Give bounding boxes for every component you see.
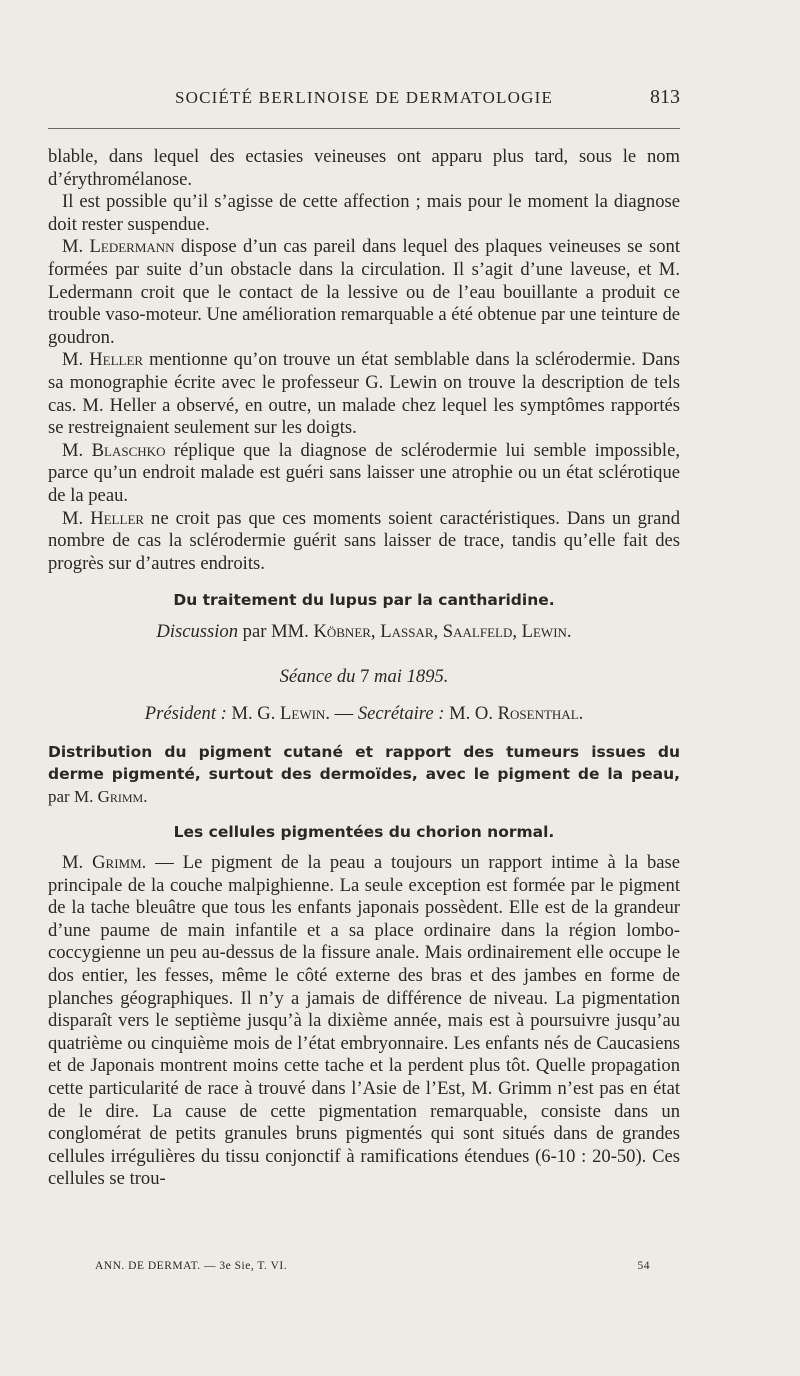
president-label: Président : xyxy=(144,703,227,725)
paragraph-text: blable, dans lequel des ectasies veineuses ont apparu plus tard, sous le nom d’érythromélanose. xyxy=(48,146,680,190)
officers-line xyxy=(48,703,680,726)
article-author: Grimm. xyxy=(97,786,148,806)
speaker-prefix: M. xyxy=(62,349,90,371)
discussion-par: par MM. xyxy=(238,620,314,642)
secretary-name: M. O. Rosenthal. xyxy=(444,703,584,725)
discussion-names: Köbner, Lassar, Saalfeld, Lewin. xyxy=(313,620,572,642)
paragraph-text: ne croit pas que ces moments soient caractéristiques. Dans un grand nombre de cas la sclérodermie guérit sans laisser de trace, tandis qu’elle fait des progrès sur d’autres endroits. xyxy=(48,507,680,574)
seance-label: Séance du xyxy=(279,666,361,688)
signature-mark: 54 xyxy=(637,1260,650,1272)
section-heading-lupus: Du traitement du lupus par la cantharidine. xyxy=(173,591,555,610)
running-head xyxy=(48,88,680,118)
header-rule xyxy=(48,128,680,129)
speaker-prefix: M. xyxy=(62,439,92,461)
speaker-prefix: M. xyxy=(62,852,93,874)
paragraph-blaschko xyxy=(48,440,680,508)
speaker-prefix: M. xyxy=(62,236,90,258)
speaker-name: Ledermann xyxy=(89,236,175,258)
paragraph-ledermann xyxy=(48,236,680,349)
article-title-text: Distribution du pigment cutané et rapport des tumeurs issues du derme pigmenté, surtout des dermoïdes, avec le pigment de la peau, xyxy=(48,742,680,784)
paragraph-text: dispose d’un cas pareil dans lequel des plaques veineuses se sont formées par suite d’un obstacle dans la circulation. Il s’agit d’une laveuse, et M. Ledermann croit que le contact de la lessive ou de l’eau bouillante a produit ce trouble vaso-moteur. Une amélioration remarquable a été obtenue par une teinture de goudron. xyxy=(48,236,680,348)
article-subheading: Les cellules pigmentées du chorion normal. xyxy=(173,823,555,842)
body-text xyxy=(48,146,680,1191)
discussion-line xyxy=(48,621,680,644)
paragraph-text: réplique que la diagnose de sclérodermie lui semble impossible, parce qu’un endroit malade est guéri sans laisser une atrophie ou un état sclérotique de la peau. xyxy=(48,439,680,506)
discussion-label: Discussion xyxy=(156,620,239,642)
president-name: M. G. Lewin. xyxy=(226,703,330,725)
running-title: SOCIÉTÉ BERLINOISE DE DERMATOLOGIE xyxy=(174,88,554,107)
paragraph-heller-reply xyxy=(48,508,680,576)
speaker-name: Blaschko xyxy=(91,439,166,461)
paragraph-heller xyxy=(48,349,680,439)
article-title xyxy=(48,741,680,809)
seance-date xyxy=(48,666,680,689)
seance-day: 7 xyxy=(360,666,370,688)
speaker-prefix: M. xyxy=(62,507,91,529)
page-number: 813 xyxy=(650,86,680,108)
speaker-name: Heller xyxy=(90,507,145,529)
paragraph xyxy=(48,191,680,236)
journal-reference: ANN. DE DERMAT. — 3e Sie, T. VI. xyxy=(95,1260,288,1272)
seance-year: 1895. xyxy=(406,666,449,688)
speaker-name: Grimm. xyxy=(92,852,147,874)
paragraph-grimm xyxy=(48,852,680,1191)
secretary-label: Secrétaire : xyxy=(357,703,445,725)
paragraph-text: mentionne qu’on trouve un état semblable dans la sclérodermie. Dans sa monographie écrite avec le professeur G. Lewin on trouve la description de tels cas. M. Heller a observé, en outre, un malade chez lequel les symptômes rapportés se restreignaient seulement sur les doigts. xyxy=(48,349,680,439)
seance-month: mai xyxy=(369,666,407,688)
paragraph-text: — Le pigment de la peau a toujours un rapport intime à la base principale de la couche malpighienne. La seule exception est formée par le pigment de la tache bleuâtre que tous les enfants japonais possèdent. Elle est de la grandeur d’une paume de main infantile et a sa place ordinaire dans la région lombo-coccygienne un peu au-dessus de la fissure anale. Mais ordinairement elle occupe le dos entier, les fesses, même le côté externe des bras et des jambes en forme de planches géographiques. Il n’y a jamais de différence de niveau. La pigmentation disparaît vers le septième jusqu’à la dixième année, mais est à poursuivre jusqu’au quatrième ou cinquième mois de l’état embryonnaire. Les enfants nés de Caucasiens et de Japonais montrent moins cette tache et la perdent plus tôt. Quelle propagation cette particularité de race à trouvé dans l’Asie de l’Est, M. Grimm n’est pas en état de le dire. La cause de cette pigmentation remarquable, consiste dans un conglomérat de petits granules bruns pigmentés qui sont situés dans de grandes cellules irrégulières du tissu conjonctif à ramifications étendues (6-10 : 20-50). Ces cellules se trou- xyxy=(48,852,680,1190)
speaker-name: Heller xyxy=(89,349,144,371)
paragraph-continuation xyxy=(48,146,680,191)
paragraph-text: Il est possible qu’il s’agisse de cette affection ; mais pour le moment la diagnose doit rester suspendue. xyxy=(48,191,680,235)
officers-dash: — xyxy=(329,703,358,725)
article-author-par: par M. xyxy=(48,786,98,806)
